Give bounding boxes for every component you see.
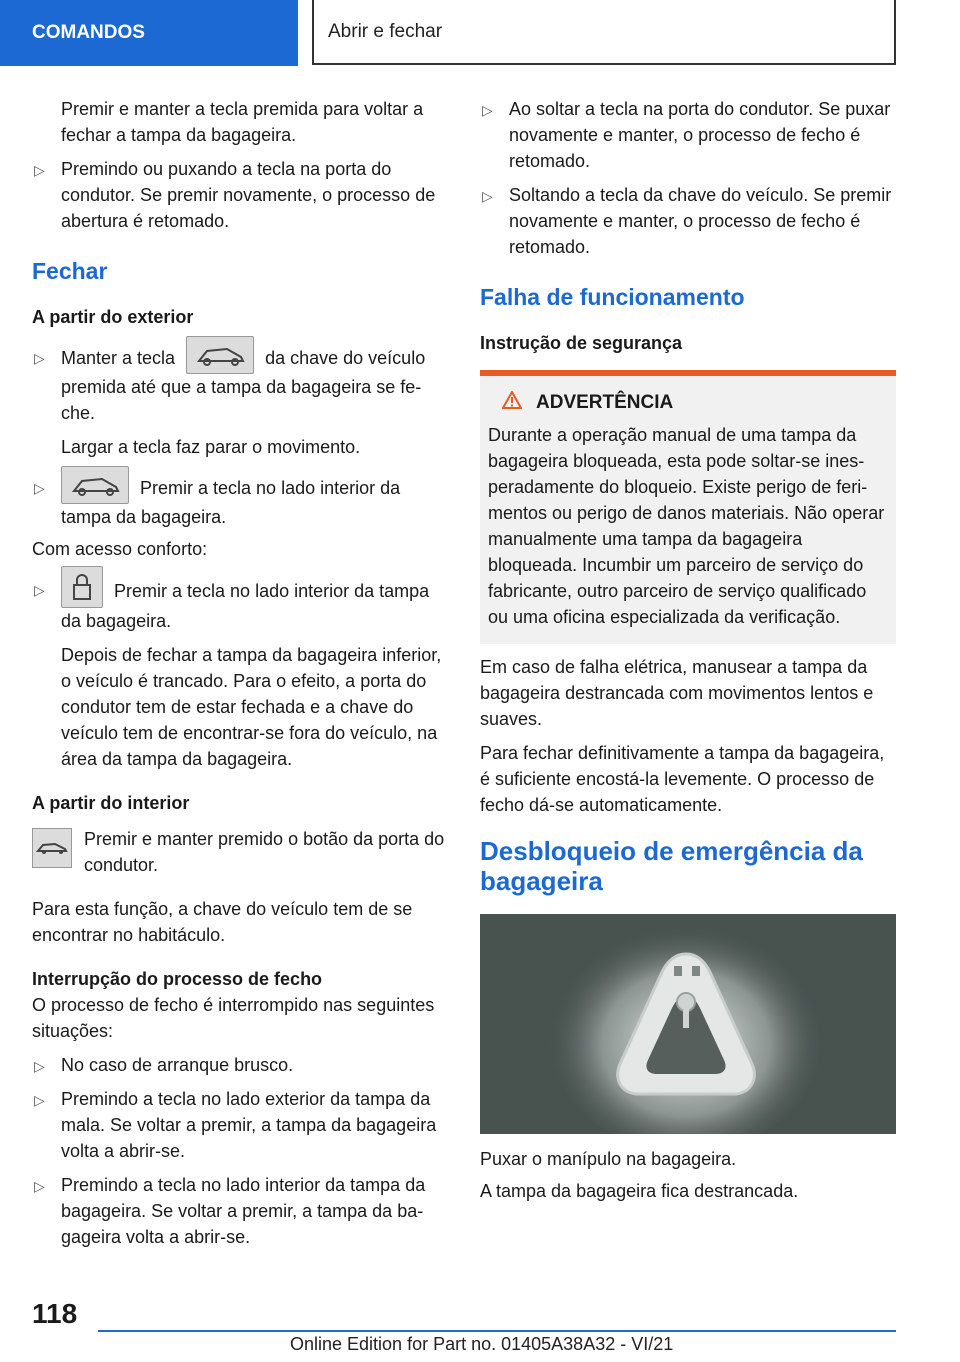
heading-fechar: Fechar (32, 258, 108, 284)
heading-interior: A partir do interior (32, 793, 190, 813)
chapter-title: Abrir e fechar (312, 0, 896, 65)
interrupt-intro: O processo de fecho é interrompido nas seguintes situações: (32, 995, 435, 1041)
heading-safety: Instrução de segurança (480, 333, 683, 353)
list-item: ▷ Premindo a tecla no lado interior da tampa da bagageira. Se voltar a premir, a tampa da bagageira volta a abrir-se. (34, 1175, 426, 1247)
interior-text: Premir e manter premido o botão da porta do condutor. (84, 829, 445, 875)
list-subtext: Depois de fechar a tampa da bagageira inferior, o veículo é trancado. Para o efeito, a porta do condutor tem de estar fechada e a chave do veículo tem de encontrar-se fora do veículo, na área da tampa da bagageira. (61, 645, 442, 769)
tailgate-key-icon (186, 336, 254, 374)
list-item: ▷ Soltando a tecla da chave do veículo. Se premir novamente e manter, o processo de fecho é retomado. (482, 185, 892, 257)
bullet-triangle-icon: ▷ (482, 188, 493, 204)
list-subtext: Largar a tecla faz parar o movimento. (61, 437, 361, 457)
caption-pull: Puxar o manípulo na bagageira. (480, 1149, 737, 1169)
list-item: ▷ Ao soltar a tecla na porta do condutor. Se puxar novamente e manter, o processo de fecho é retomado. (482, 99, 891, 171)
list-item: ▷ Premir a tecla no lado interior da tampa da bagageira. (32, 474, 448, 530)
bullet-triangle-icon: ▷ (482, 102, 493, 118)
list-item: ▷ Premindo ou puxando a tecla na porta do condutor. Se premir novamente, o processo de abertura é retomado. (34, 159, 436, 231)
heading-exterior: A partir do exterior (32, 307, 194, 327)
tailgate-button-icon (61, 466, 129, 504)
section-tab: COMANDOS (0, 0, 298, 66)
emergency-release-photo (480, 914, 896, 1134)
left-column (32, 96, 448, 1250)
list-item: ▷ No caso de arranque brusco. (32, 1052, 448, 1078)
heading-interrupt: Interrupção do processo de fecho (32, 969, 323, 989)
list-item: ▷ Manter a tecla da chave do veículo premida até que a tampa da bagageira se feche. Largar a tecla faz parar o movimento. (32, 344, 448, 460)
warning-text: Durante a operação manual de uma tampa da bagageira bloqueada, esta pode soltar-se inesperadamente do bloqueio. Existe perigo de ferimentos ou perigo de danos materiais. Não operar manualmente uma tampa da bagageira bloqueada. Incumbir um parceiro de serviço do fabricante, outro parceiro de serviço qualificado ou uma oficina especializada da verificação. (488, 425, 885, 627)
warning-title: ADVERTÊNCIA (502, 390, 888, 416)
heading-emergency: Desbloqueio de emergência da bagageira (480, 836, 863, 896)
bullet-triangle-icon: ▷ (34, 582, 45, 598)
electric-text: Em caso de falha elétrica, manusear a tampa da bagageira destrancada com movimentos lentos e suaves. (480, 657, 874, 729)
comfort-label: Com acesso conforto: (32, 539, 208, 559)
lock-button-icon (61, 566, 103, 608)
warning-triangle-icon (502, 390, 522, 416)
bullet-triangle-icon: ▷ (34, 1092, 45, 1108)
warning-box (480, 376, 896, 644)
caption-unlocked: A tampa da bagageira fica destrancada. (480, 1181, 799, 1201)
list-item: ▷ Premindo a tecla no lado exterior da tampa da mala. Se voltar a premir, a tampa da bagageira volta a abrir-se. (34, 1089, 437, 1161)
interior-row (32, 826, 448, 878)
key-note: Para esta função, a chave do veículo tem de se encontrar no habitáculo. (32, 899, 413, 945)
bullet-triangle-icon: ▷ (34, 480, 45, 496)
intro-text: Premir e manter a tecla premida para voltar a fechar a tampa da bagageira. (61, 99, 424, 145)
right-column (480, 96, 896, 1204)
bullet-triangle-icon: ▷ (34, 1058, 45, 1074)
heading-malfunction: Falha de funcionamento (480, 284, 745, 310)
page-number: 118 (32, 1298, 78, 1329)
close-text: Para fechar definitivamente a tampa da bagageira, é suficiente encostá-la levemente. O processo de fecho dá-se automaticamente. (480, 743, 885, 815)
bullet-triangle-icon: ▷ (34, 350, 45, 366)
footer-edition: Online Edition for Part no. 01405A38A32 - VI/21 (290, 1334, 674, 1354)
bullet-triangle-icon: ▷ (34, 162, 45, 178)
door-tailgate-button-icon (32, 828, 72, 868)
bullet-triangle-icon: ▷ (34, 1178, 45, 1194)
list-item: ▷ Premir a tecla no lado interior da tampa da bagageira. Depois de fechar a tampa da bagageira inferior, o veículo é trancado. Para o efeito, a porta do condutor tem de estar fechada e a chave do veículo tem de encontrar-se fora do veículo, na área da tampa da bagageira. (32, 576, 448, 772)
footer-rule (98, 1330, 896, 1332)
